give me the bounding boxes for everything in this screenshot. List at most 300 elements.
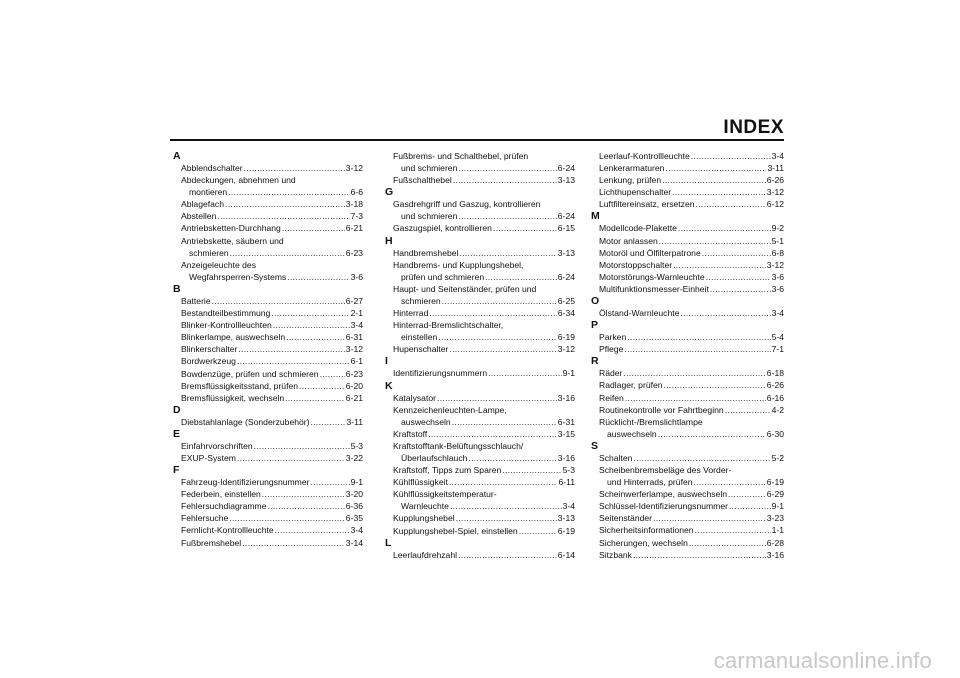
index-entry (385, 464, 575, 476)
entry-text: Diebstahlanlage (Sonderzubehör) (181, 416, 310, 427)
dot-leader (437, 392, 557, 404)
page-number: 3-12 (766, 259, 784, 270)
index-entry (591, 549, 784, 561)
index-entry (173, 174, 363, 198)
entry-text: Federbein, einstellen (181, 489, 261, 500)
dot-leader (678, 222, 771, 234)
index-letter-heading: A (173, 150, 181, 162)
entry-text: Kraftstofftank-Belüftungsschlauch/ (393, 440, 524, 451)
entry-text: schmieren (189, 247, 229, 258)
dot-leader (468, 452, 556, 464)
page-number: 3-14 (345, 537, 363, 548)
index-entry-line (181, 259, 363, 271)
page-number: 6-21 (345, 223, 363, 234)
page-number: 3-4 (350, 320, 363, 331)
index-entry (173, 222, 363, 234)
index-entry-line (181, 355, 363, 367)
dot-leader (238, 343, 344, 355)
page-number: 9-1 (350, 477, 363, 488)
index-letter-heading: B (173, 282, 181, 295)
index-entry (591, 488, 784, 500)
index-letter-heading: F (173, 464, 180, 477)
index-entry (591, 512, 784, 524)
index-entry (591, 235, 784, 247)
dot-leader (268, 500, 345, 512)
entry-text: Fernlicht-Kontrollleuchte (181, 525, 274, 536)
page-number: 6-11 (558, 477, 575, 488)
index-entry (385, 476, 575, 488)
page-number: 9-1 (562, 368, 575, 379)
page-number: 6-20 (345, 380, 363, 391)
dot-leader (695, 524, 771, 536)
entry-text: Blinkerlampe, auswechseln (181, 332, 286, 343)
entry-text: Sicherheitsinformationen (599, 525, 694, 536)
dot-leader (429, 307, 556, 319)
dot-leader (623, 367, 765, 379)
page-number: 7-1 (771, 344, 784, 355)
entry-text: auswechseln (607, 428, 657, 439)
index-entry (173, 307, 363, 319)
dot-leader (729, 500, 771, 512)
index-entry (591, 331, 784, 343)
dot-leader (624, 343, 770, 355)
index-entry (173, 355, 363, 367)
entry-text: Multifunktionsmesser-Einheit (599, 283, 709, 294)
index-letter-heading: E (173, 427, 181, 440)
page-number: 6-19 (557, 525, 575, 536)
page-number: 6-24 (557, 163, 575, 174)
index-entry-line (181, 162, 363, 174)
index-entry (173, 476, 363, 488)
page-number: 6-36 (345, 501, 363, 512)
entry-text: Pflege (599, 344, 624, 355)
index-entry (385, 512, 575, 524)
page-number: 3-4 (771, 308, 784, 319)
page-number: 6-16 (766, 392, 784, 403)
index-entry (173, 416, 363, 428)
page-title: INDEX (723, 117, 784, 138)
entry-text: Motorstoppschalter (599, 259, 673, 270)
index-entry-line (181, 488, 363, 500)
entry-text: Anzeigeleuchte des (181, 259, 257, 270)
page-number: 3-23 (766, 513, 784, 524)
index-entry-line (393, 367, 575, 379)
dot-leader (662, 174, 766, 186)
page-number: 6-30 (766, 428, 784, 439)
page-number: 3-16 (766, 549, 784, 560)
index-entry-line (599, 476, 784, 488)
dot-leader (696, 198, 766, 210)
index-entry-line (599, 271, 784, 283)
dot-leader (458, 549, 557, 561)
entry-text: und Hinterrads, prüfen (607, 477, 693, 488)
index-entry (591, 247, 784, 259)
index-entry (173, 210, 363, 222)
index-entry-line (393, 331, 575, 343)
index-letter-heading: S (591, 439, 599, 452)
page-number: 6-31 (557, 416, 575, 427)
index-entry (591, 537, 784, 549)
dot-leader (262, 488, 345, 500)
page-number: 9-1 (771, 501, 784, 512)
index-entry-line (181, 271, 363, 283)
dot-leader (627, 331, 770, 343)
index-entry-line (599, 524, 784, 536)
entry-text: Hinterrad (393, 308, 429, 319)
index-entry (591, 416, 784, 440)
entry-text: schmieren (401, 295, 441, 306)
index-entry-line (599, 537, 784, 549)
index-entry-line (181, 343, 363, 355)
dot-leader (299, 380, 345, 392)
index-entry-line (181, 500, 363, 512)
page-number: 6-19 (766, 477, 784, 488)
index-entry-line (393, 549, 575, 561)
index-entry-line (393, 283, 575, 295)
dot-leader (458, 210, 556, 222)
index-entry-line (599, 283, 784, 295)
page-number: 2-1 (350, 308, 363, 319)
dot-leader (702, 247, 771, 259)
dot-leader (450, 500, 562, 512)
entry-text: Hupenschalter (393, 344, 449, 355)
index-entry-line (181, 368, 363, 380)
dot-leader (286, 331, 345, 343)
page-number: 3-20 (345, 489, 363, 500)
index-entry (385, 404, 575, 428)
dot-leader (665, 162, 766, 174)
index-letter-heading: D (173, 403, 181, 416)
page-number: 3-4 (562, 501, 575, 512)
page-number: 1-1 (771, 525, 784, 536)
page-number: 5-4 (771, 332, 784, 343)
entry-text: Blinkerschalter (181, 344, 238, 355)
index-entry-line (393, 464, 575, 476)
entry-text: montieren (189, 187, 228, 198)
index-entry-line (599, 150, 784, 162)
index-entry-line (181, 295, 363, 307)
index-column-3 (591, 150, 784, 561)
index-letter-heading: P (591, 319, 599, 332)
index-column-1 (173, 150, 363, 549)
entry-text: Sitzbank (599, 549, 632, 560)
entry-text: Leerlauf-Kontrollleuchte (599, 151, 690, 161)
dot-leader (230, 247, 345, 259)
page-number: 3-6 (771, 283, 784, 294)
index-entry-line (181, 186, 363, 198)
dot-leader (633, 452, 770, 464)
dot-leader (658, 428, 766, 440)
dot-leader (254, 440, 350, 452)
entry-text: Antriebsketten-Durchhang (181, 223, 281, 234)
dot-leader (428, 428, 557, 440)
dot-leader (653, 512, 766, 524)
entry-text: Scheibenbremsbeläge des Vorder- (599, 464, 732, 475)
index-entry (591, 367, 784, 379)
entry-text: Warnleuchte (401, 501, 449, 512)
page-number: 3-6 (350, 271, 363, 282)
dot-leader (502, 464, 561, 476)
index-entry (173, 343, 363, 355)
entry-text: Bremsflüssigkeitsstand, prüfen (181, 380, 299, 391)
page-number: 6-15 (557, 223, 575, 234)
index-entry-line (393, 404, 575, 416)
index-entry (173, 198, 363, 210)
entry-text: Leerlaufdrehzahl (393, 549, 458, 560)
dot-leader (633, 549, 766, 561)
page-number: 4-2 (771, 404, 784, 415)
page-number: 3-12 (345, 163, 363, 173)
index-entry-line (181, 416, 363, 428)
dot-leader (664, 379, 766, 391)
index-entry-line (393, 319, 575, 331)
index-entry-line (181, 452, 363, 464)
page-number: 5-2 (771, 452, 784, 463)
index-entry (173, 235, 363, 259)
dot-leader (689, 537, 766, 549)
dot-leader (680, 307, 770, 319)
index-letter-heading: H (385, 234, 393, 247)
index-entry-line (393, 392, 575, 404)
index-entry (591, 452, 784, 464)
index-entry (173, 392, 363, 404)
dot-leader (449, 343, 556, 355)
index-entry-line (393, 222, 575, 234)
index-entry (385, 247, 575, 259)
index-entry (385, 174, 575, 186)
entry-text: Parken (599, 332, 627, 343)
index-entry-line (599, 235, 784, 247)
page-number: 6-26 (766, 175, 784, 186)
index-entry (385, 259, 575, 283)
dot-leader (710, 283, 771, 295)
page-number: 3-15 (557, 428, 575, 439)
entry-text: EXUP-System (181, 452, 236, 463)
entry-text: Kühlflüssigkeit (393, 477, 448, 488)
index-entry-line (599, 488, 784, 500)
page-number: 5-3 (350, 440, 363, 451)
index-entry-line (393, 210, 575, 222)
dot-leader (725, 404, 771, 416)
page-number: 6-12 (766, 199, 784, 210)
entry-text: Einfahrvorschriften (181, 440, 253, 451)
page-number: 6-24 (557, 271, 575, 282)
entry-text: Modellcode-Plakette (599, 223, 677, 234)
page-number: 3-13 (557, 247, 575, 258)
dot-leader (485, 271, 557, 283)
index-entry (385, 198, 575, 222)
watermark[interactable]: carmanualsonline.info (713, 648, 932, 673)
index-entry (591, 343, 784, 355)
page-number: 6-27 (345, 295, 363, 306)
dot-leader (452, 416, 557, 428)
dot-leader (237, 452, 345, 464)
entry-text: Haupt- und Seitenständer, prüfen und (393, 283, 537, 294)
entry-text: Sicherungen, wechseln (599, 537, 688, 548)
page-number: 3-6 (771, 271, 784, 282)
page-number: 6-6 (350, 187, 363, 198)
index-entry (591, 307, 784, 319)
entry-text: Lenkerarmaturen (599, 163, 665, 174)
dot-leader (459, 247, 556, 259)
index-letter-heading: L (385, 536, 392, 549)
page-number: 3-13 (557, 175, 575, 186)
index-entry-line (181, 235, 363, 247)
page-number: 3-4 (350, 525, 363, 536)
page-number: 6-24 (557, 211, 575, 222)
entry-text: und schmieren (401, 211, 458, 222)
page-number: 5-1 (771, 235, 784, 246)
entry-text: Handbremshebel (393, 247, 459, 258)
entry-text: Scheinwerferlampe, auswechseln (599, 489, 728, 500)
dot-leader (673, 259, 766, 271)
index-entry (173, 319, 363, 331)
dot-leader (285, 392, 345, 404)
index-entry (385, 222, 575, 234)
index-entry-line (599, 416, 784, 428)
dot-leader (271, 307, 349, 319)
page-number: 3-12 (345, 344, 363, 355)
entry-text: Lenkung, prüfen (599, 175, 662, 186)
index-entry-line (393, 525, 575, 537)
entry-text: Batterie (181, 295, 211, 306)
entry-text: Bestandteilbestimmung (181, 308, 271, 319)
entry-text: Blinker-Kontrollleuchten (181, 320, 272, 331)
page-number: 6-23 (345, 247, 363, 258)
entry-text: Räder (599, 368, 623, 379)
index-entry (173, 440, 363, 452)
entry-text: Überlaufschlauch (401, 452, 468, 463)
page-number: 6-14 (557, 549, 575, 560)
dot-leader (493, 222, 557, 234)
index-entry (591, 524, 784, 536)
index-entry-line (181, 537, 363, 549)
index-entry-line (181, 524, 363, 536)
entry-text: Routinekontrolle vor Fahrtbeginn (599, 404, 724, 415)
index-entry-line (181, 174, 363, 186)
index-entry-line (393, 150, 575, 162)
index-entry-line (181, 440, 363, 452)
dot-leader (237, 355, 350, 367)
dot-leader (225, 198, 345, 210)
dot-leader (311, 476, 350, 488)
index-entry (591, 198, 784, 210)
index-entry-line (181, 210, 363, 222)
index-entry-line (599, 428, 784, 440)
entry-text: Motoröl und Ölfilterpatrone (599, 247, 701, 258)
index-entry (173, 368, 363, 380)
entry-text: Seitenständer (599, 513, 653, 524)
entry-text: Kennzeichenleuchten-Lampe, (393, 404, 507, 415)
index-entry-line (181, 512, 363, 524)
dot-leader (659, 235, 771, 247)
page-number: 6-21 (345, 392, 363, 403)
entry-text: Katalysator (393, 392, 436, 403)
entry-text: Fehlersuche (181, 513, 229, 524)
entry-text: Kupplungshebel-Spiel, einstellen (393, 525, 518, 536)
index-entry-line (599, 198, 784, 210)
entry-text: Bremsflüssigkeit, wechseln (181, 392, 285, 403)
title-rule (170, 139, 784, 141)
index-entry (173, 500, 363, 512)
index-entry-line (599, 307, 784, 319)
index-entry (591, 162, 784, 174)
entry-text: Kühlflüssigkeitstemperatur- (393, 489, 497, 500)
dot-leader (691, 150, 771, 162)
dot-leader (242, 537, 345, 549)
index-entry (173, 537, 363, 549)
page-number: 6-31 (345, 332, 363, 343)
page-number: 9-2 (771, 223, 784, 234)
index-entry (385, 150, 575, 174)
index-entry (385, 343, 575, 355)
entry-text: Gasdrehgriff und Gaszug, kontrollieren (393, 199, 541, 210)
page-number: 6-34 (557, 308, 575, 319)
dot-leader (458, 162, 556, 174)
entry-text: Motor anlassen (599, 235, 658, 246)
entry-text: Abdeckungen, abnehmen und (181, 175, 296, 186)
dot-leader (217, 210, 349, 222)
index-entry-line (393, 488, 575, 500)
page-number: 3-13 (557, 513, 575, 524)
page-number: 3-11 (767, 163, 784, 174)
page-number: 6-23 (345, 368, 363, 379)
index-entry-line (599, 392, 784, 404)
index-entry-line (599, 512, 784, 524)
dot-leader (453, 174, 557, 186)
index-entry (173, 380, 363, 392)
index-entry (173, 452, 363, 464)
page-number: 6-25 (557, 295, 575, 306)
dot-leader (694, 476, 766, 488)
index-letter-heading: R (591, 355, 599, 368)
entry-text: Kupplungshebel (393, 513, 455, 524)
index-entry-line (181, 307, 363, 319)
dot-leader (228, 186, 349, 198)
entry-text: Antriebskette, säubern und (181, 235, 284, 246)
entry-text: Kraftstoff (393, 428, 428, 439)
page-number: 6-19 (557, 332, 575, 343)
page-number: 7-3 (350, 211, 363, 222)
index-entry-line (599, 464, 784, 476)
dot-leader (275, 524, 350, 536)
index-entry (173, 295, 363, 307)
index-entry-line (181, 247, 363, 259)
index-entry-line (393, 416, 575, 428)
index-entry (385, 440, 575, 464)
index-entry (385, 283, 575, 307)
entry-text: Lichthupenschalter (599, 187, 672, 198)
dot-leader (456, 512, 557, 524)
dot-leader (488, 367, 561, 379)
entry-text: Rücklicht-/Bremslichtlampe (599, 416, 703, 427)
page-number: 6-29 (766, 489, 784, 500)
page-number: 6-1 (350, 356, 363, 367)
page-number: 6-28 (766, 537, 784, 548)
index-entry (173, 488, 363, 500)
dot-leader (212, 295, 345, 307)
index-entry (591, 392, 784, 404)
entry-text: Fußbremshebel (181, 537, 242, 548)
dot-leader (449, 476, 558, 488)
index-entry (173, 162, 363, 174)
index-entry-line (181, 319, 363, 331)
entry-text: Ablagefach (181, 199, 225, 210)
index-entry (385, 319, 575, 343)
page-number: 6-26 (766, 380, 784, 391)
index-entry (591, 464, 784, 488)
entry-text: und schmieren (401, 163, 458, 174)
